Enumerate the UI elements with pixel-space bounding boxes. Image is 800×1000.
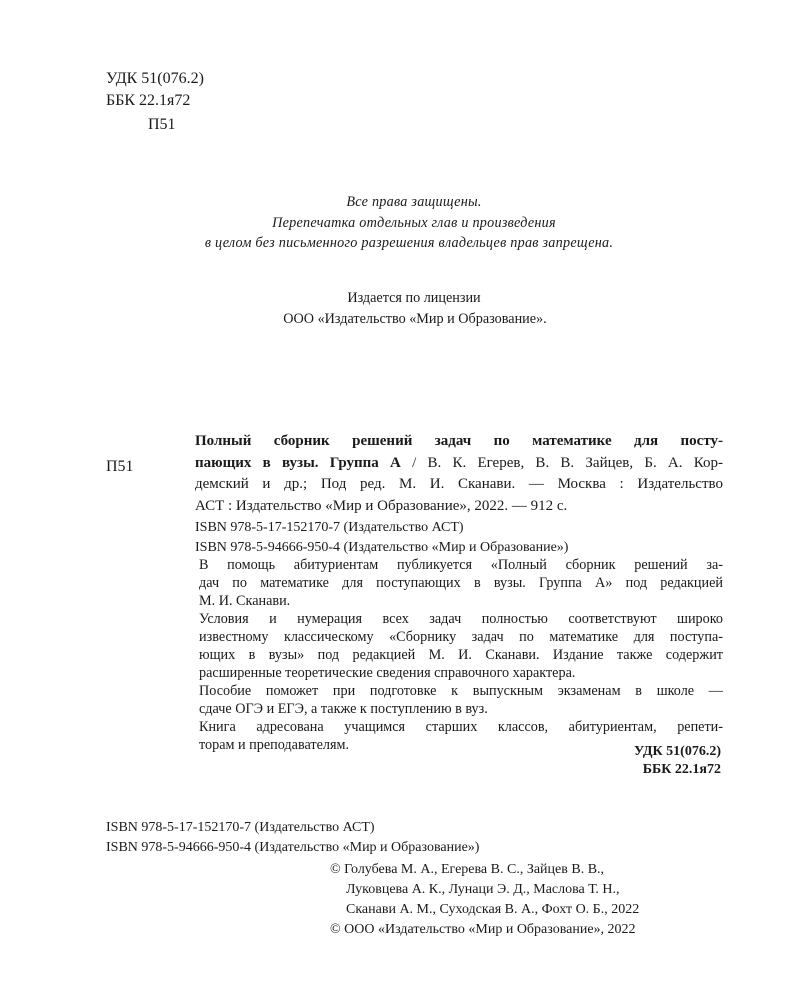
catalog-side-code: П51 (106, 458, 134, 475)
annotation-line: известному классическому «Сборнику задач по математике для поступа- (199, 629, 723, 645)
rights-line: в целом без письменного разрешения владельцев прав запрещена. (204, 235, 614, 251)
isbn-line: ISBN 978-5-17-152170-7 (Издательство АСТ) (106, 820, 375, 835)
annotation-line: сдаче ОГЭ и ЕГЭ, а также к поступлению в вуз. (199, 701, 488, 717)
annotation-line: В помощь абитуриентам публикуется «Полный сборник решений за- (199, 557, 723, 573)
udk-code: УДК 51(076.2) (106, 70, 204, 87)
annotation-line: торам и преподавателям. (199, 737, 350, 753)
isbn-bottom (106, 818, 479, 858)
bbk-code: ББК 22.1я72 (642, 762, 721, 777)
annotation-line: Пособие поможет при подготовке к выпускным экзаменам в школе — (199, 683, 723, 699)
copyright-block (330, 860, 639, 940)
annotation (199, 556, 723, 754)
rights-line: Перепечатка отдельных глав и произведения (272, 214, 556, 231)
isbn-line: ISBN 978-5-17-152170-7 (Издательство АСТ) (195, 520, 464, 535)
catalog-card (195, 431, 723, 517)
copyright-line: © Голубева М. А., Егерева В. С., Зайцев В. В., (330, 862, 605, 877)
udk-code: УДК 51(076.2) (634, 744, 721, 759)
author-mark: П51 (148, 116, 176, 133)
card-authors: / В. К. Егерев, В. В. Зайцев, Б. А. Кор- (400, 454, 723, 471)
copyright-line: Сканави А. М., Суходская В. А., Фохт О. Б., 2022 (346, 902, 640, 917)
annotation-line: расширенные теоретические сведения справочного характера. (199, 665, 576, 681)
card-isbn-list (195, 518, 568, 558)
classification-codes (106, 68, 204, 136)
isbn-line: ISBN 978-5-94666-950-4 (Издательство «Мир и Образование») (195, 540, 569, 555)
bbk-code: ББК 22.1я72 (106, 91, 191, 109)
card-line (195, 453, 723, 475)
copyright-line: © ООО «Издательство «Мир и Образование», 2022 (330, 922, 636, 937)
license-line: Издается по лицензии (347, 290, 481, 306)
card-line: АСТ : Издательство «Мир и Образование», 2022. — 912 с. (195, 497, 568, 514)
license-line: ООО «Издательство «Мир и Образование». (283, 311, 547, 327)
annotation-line: Условия и нумерация всех задач полностью соответствуют широко (199, 611, 723, 627)
annotation-line: ющих в вузы» под редакцией М. И. Сканави. Издание также содержит (199, 647, 723, 663)
copyright-line: Луковцева А. К., Лунаци Э. Д., Маслова Т. Н., (346, 882, 620, 897)
classification-codes-right (634, 743, 721, 779)
license-notice (0, 288, 800, 330)
annotation-line: Книга адресована учащимся старших классов, абитуриентам, репети- (199, 719, 723, 735)
rights-notice (0, 192, 800, 254)
card-line: демский и др.; Под ред. М. И. Сканави. — Москва : Издательство (195, 476, 723, 492)
card-title-end: пающих в вузы. Группа А (195, 454, 401, 471)
annotation-line: дач по математике для поступающих в вузы. Группа А» под редакцией (199, 575, 723, 591)
rights-line: Все права защищены. (346, 194, 482, 210)
card-title-line: Полный сборник решений задач по математике для посту- (195, 433, 723, 449)
isbn-line: ISBN 978-5-94666-950-4 (Издательство «Мир и Образование») (106, 840, 480, 855)
annotation-line: М. И. Сканави. (199, 593, 291, 609)
